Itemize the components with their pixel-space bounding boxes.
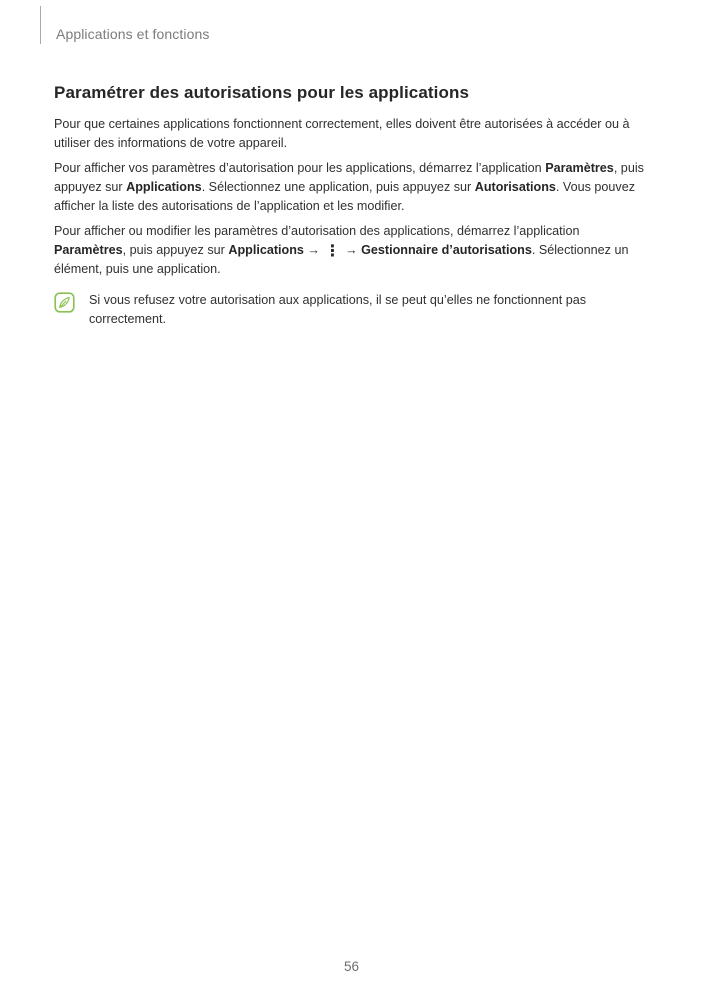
paragraph: Pour que certaines applications fonctionnent correctement, elles doivent être autorisées à accéder ou à utiliser des informations de votre appareil. <box>54 117 630 150</box>
chapter-title: Applications et fonctions <box>56 26 210 42</box>
note-text: Si vous refusez votre autorisation aux applications, il se peut qu’elles ne fonctionnent pas correctement. <box>89 293 587 326</box>
bold-ui-label: Gestionnaire d’autorisations <box>361 243 532 257</box>
page-footer <box>0 958 703 976</box>
note-box <box>54 291 650 329</box>
page-content <box>54 82 650 329</box>
bold-ui-label: Paramètres <box>54 243 123 257</box>
bold-ui-label: Autorisations <box>474 180 556 194</box>
bold-ui-label: Applications <box>126 180 202 194</box>
kebab-menu-icon: ⋮ <box>324 243 341 260</box>
page-number: 56 <box>343 959 360 974</box>
bold-ui-label: Applications <box>228 243 304 257</box>
header-rule <box>40 6 41 44</box>
note-pencil-icon <box>54 292 75 313</box>
body-paragraphs <box>54 115 650 279</box>
bold-ui-label: Paramètres <box>545 161 614 175</box>
paragraph: Pour afficher ou modifier les paramètres d’autorisation des applications, démarrez l’application Paramètres, puis appuyez sur Applications → ⋮ → Gestionnaire d’autorisations. Sélectionnez un élément, puis une application. <box>54 224 629 276</box>
section-title: Paramétrer des autorisations pour les applications <box>54 83 470 102</box>
paragraph: Pour afficher vos paramètres d’autorisation pour les applications, démarrez l’application Paramètres, puis appuyez sur Applications. Sélectionnez une application, puis appuyez sur Autorisations. Vous pouvez afficher la liste des autorisations de l’application et les modifier. <box>54 161 644 213</box>
